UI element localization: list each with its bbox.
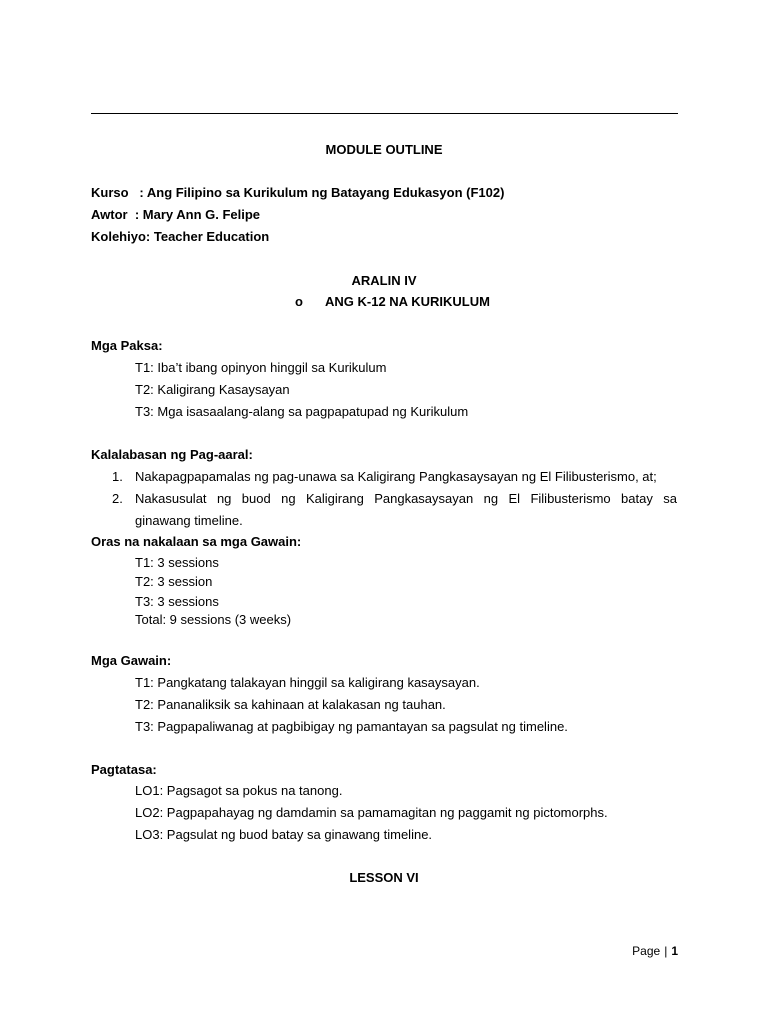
info-separator: : xyxy=(128,185,147,200)
bullet-icon: o xyxy=(295,294,303,309)
gawain-item: T2: Pananaliksik sa kahinaan at kalakasan ng tauhan. xyxy=(135,697,446,712)
pagtatasa-item: LO2: Pagpapahayag ng damdamin sa pamamagitan ng paggamit ng pictomorphs. xyxy=(135,805,608,820)
kalalabasan-item-continuation: ginawang timeline. xyxy=(135,513,243,528)
pagtatasa-item: LO3: Pagsulat ng buod batay sa ginawang timeline. xyxy=(135,827,433,842)
info-separator: : xyxy=(127,207,143,222)
page-separator: | xyxy=(664,944,668,958)
aralin-title: ARALIN IV xyxy=(351,273,417,288)
page-number: 1 xyxy=(671,944,678,958)
kalalabasan-heading: Kalalabasan ng Pag-aaral: xyxy=(91,447,253,462)
pagtatasa-item: LO1: Pagsagot sa pokus na tanong. xyxy=(135,783,343,798)
info-value: Ang Filipino sa Kurikulum ng Batayang Edukasyon (F102) xyxy=(146,185,505,200)
aralin-subtitle-line xyxy=(295,293,490,310)
paksa-item: T1: Iba’t ibang opinyon hinggil sa Kurikulum xyxy=(135,360,387,375)
list-number: 2. xyxy=(112,491,123,506)
info-key: Awtor xyxy=(91,207,128,222)
paksa-item: T3: Mga isasaalang-alang sa pagpapatupad ng Kurikulum xyxy=(135,404,469,419)
pagtatasa-heading: Pagtatasa: xyxy=(91,762,157,777)
module-heading: MODULE OUTLINE xyxy=(325,142,443,157)
aralin-subtitle: ANG K-12 NA KURIKULUM xyxy=(325,294,490,309)
info-separator: : xyxy=(145,229,154,244)
kalalabasan-item: Nakasusulat ng buod ng Kaligirang Pangkasaysayan ng El Filibusterismo batay sa xyxy=(135,491,677,506)
info-key: Kolehiyo xyxy=(91,229,146,244)
page-footer xyxy=(632,944,678,958)
header-rule xyxy=(91,113,678,114)
oras-item: T2: 3 session xyxy=(135,574,213,589)
info-value: Mary Ann G. Felipe xyxy=(142,207,261,222)
info-key: Kurso xyxy=(91,185,129,200)
kalalabasan-item: Nakapagpapamalas ng pag-unawa sa Kaligirang Pangkasaysayan ng El Filibusterismo, at; xyxy=(135,469,657,484)
info-line-kurso xyxy=(91,184,504,201)
gawain-item: T1: Pangkatang talakayan hinggil sa kaligirang kasaysayan. xyxy=(135,675,480,690)
info-line-kolehiyo xyxy=(91,228,269,245)
list-number: 1. xyxy=(112,469,123,484)
gawain-item: T3: Pagpapaliwanag at pagbibigay ng pamantayan sa pagsulat ng timeline. xyxy=(135,719,568,734)
lesson-title: LESSON VI xyxy=(349,870,419,885)
paksa-item: T2: Kaligirang Kasaysayan xyxy=(135,382,290,397)
info-line-awtor xyxy=(91,206,260,223)
gawain-heading: Mga Gawain: xyxy=(91,653,172,668)
oras-item: T1: 3 sessions xyxy=(135,555,219,570)
info-value: Teacher Education xyxy=(153,229,270,244)
oras-item: Total: 9 sessions (3 weeks) xyxy=(135,612,292,627)
paksa-heading: Mga Paksa: xyxy=(91,338,163,353)
oras-item: T3: 3 sessions xyxy=(135,594,219,609)
page-label: Page xyxy=(632,944,661,958)
oras-heading: Oras na nakalaan sa mga Gawain: xyxy=(91,534,302,549)
